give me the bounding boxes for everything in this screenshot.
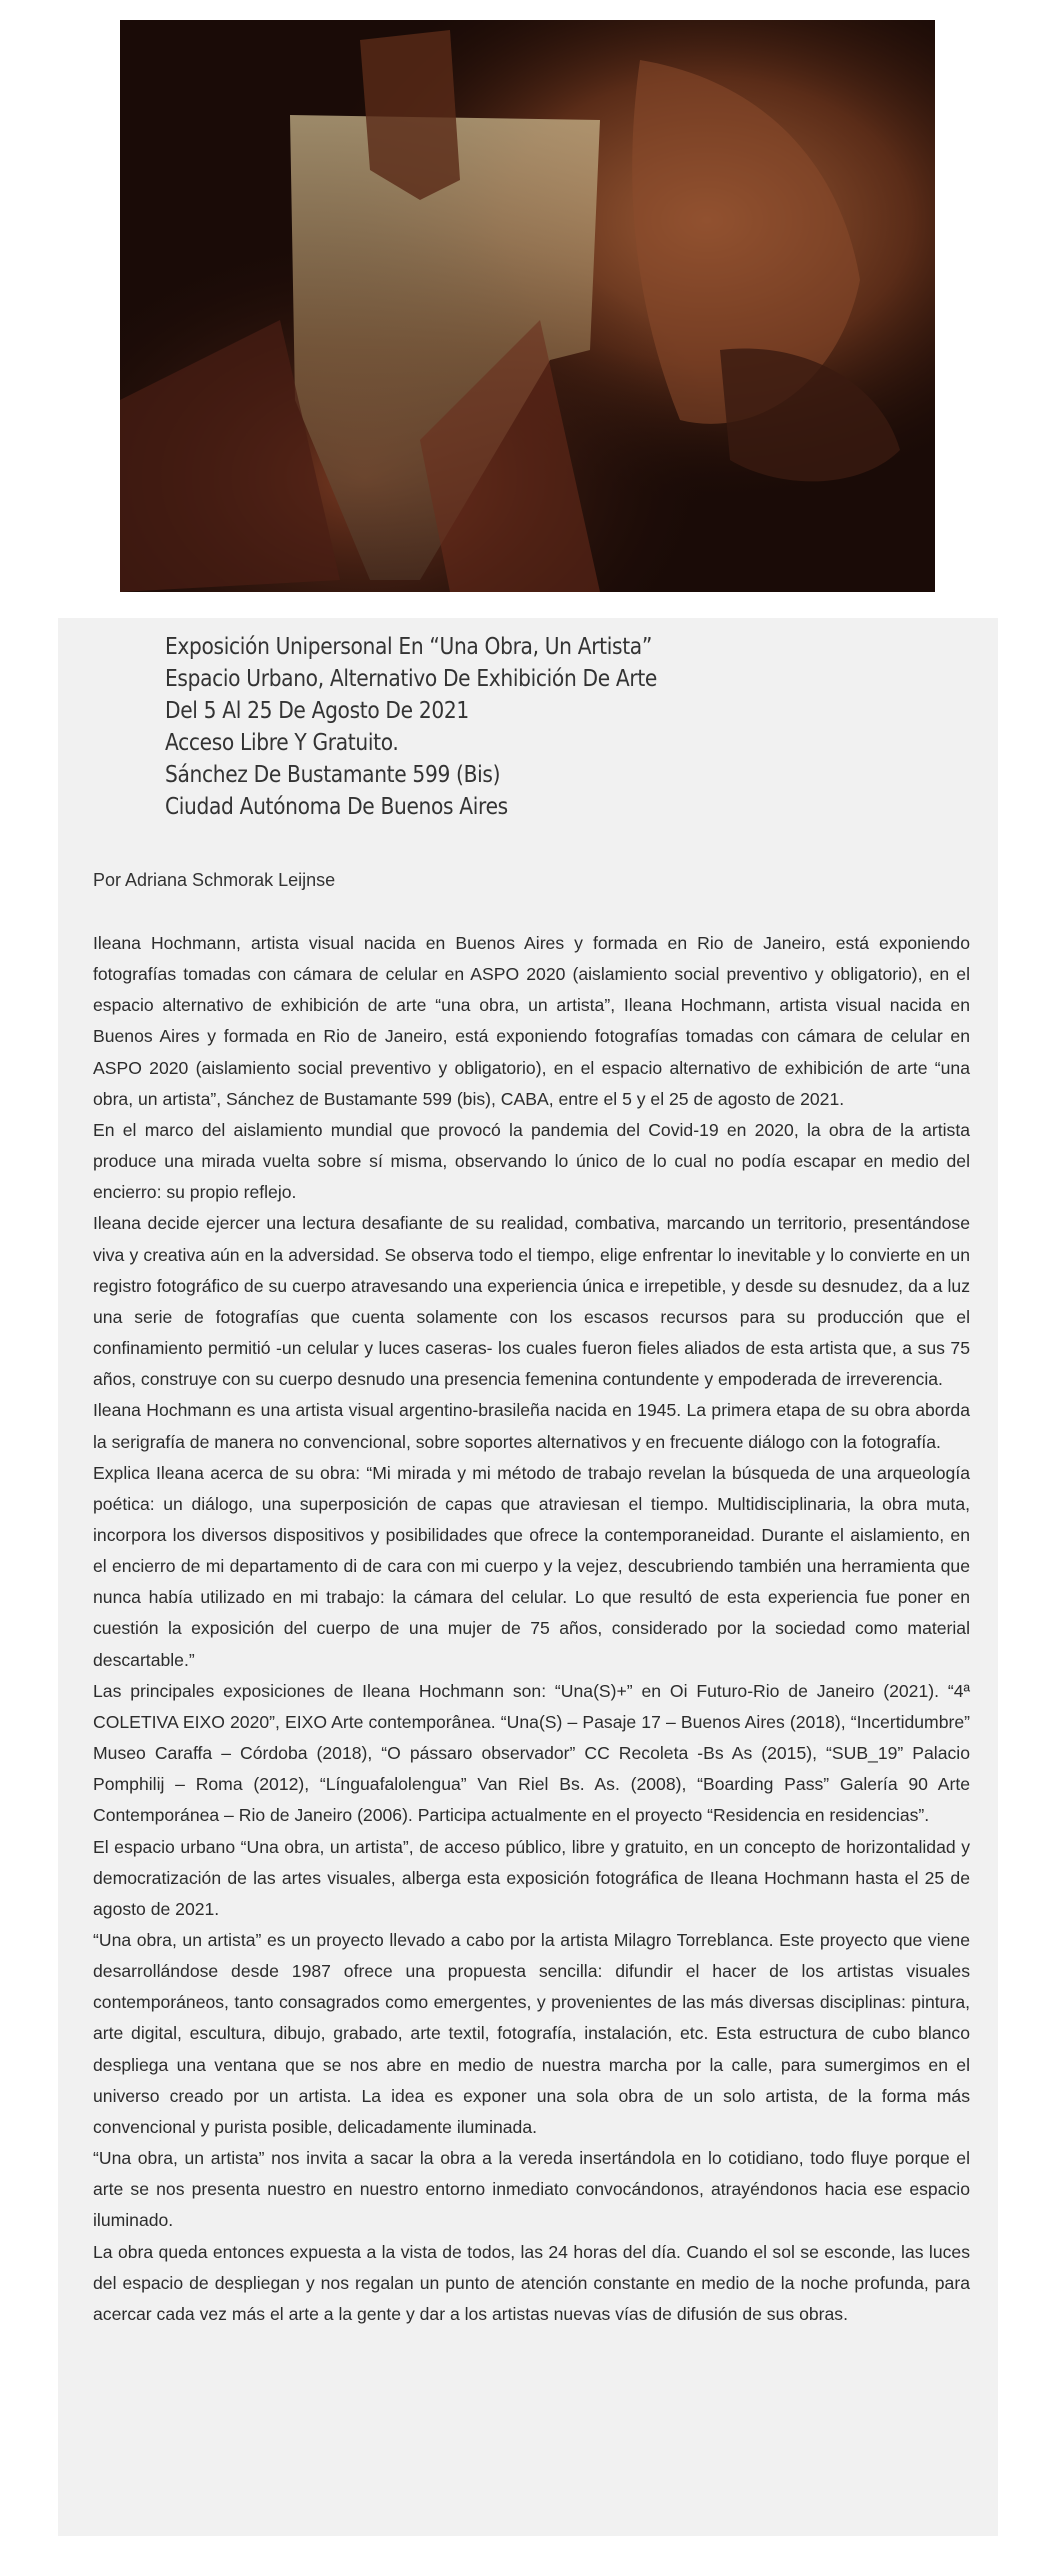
exhibition-heading [165, 630, 925, 822]
article-paragraph: El espacio urbano “Una obra, un artista”, de acceso público, libre y gratuito, en un concepto de horizontalidad y democratización de las artes visuales, alberga esta exposición fotográfica de Ileana Hochmann hasta el 25 de agosto de 2021. [93, 1836, 970, 1919]
article-paragraph: “Una obra, un artista” es un proyecto llevado a cabo por la artista Milagro Torreblanca. Este proyecto que viene desarrollándose desde 1987 ofrece una propuesta sencilla: difundir el hacer de los artistas visuales contemporáneos, tanto consagrados como emergentes, y provenientes de las más diversas disciplinas: pintura, arte digital, escultura, dibujo, grabado, arte textil, fotografía, instalación, etc. Esta estructura de cubo blanco despliega una ventana que se nos abre en medio de nuestra marcha por la calle, para sumergimos en el universo creado por un artista. La idea es exponer una sola obra de un solo artista, de la forma más convencional y purista posible, delicadamente iluminada. [93, 1930, 970, 2137]
artwork-photo [120, 20, 935, 592]
heading-line: Exposición Unipersonal En “Una Obra, Un Artista” [165, 632, 652, 660]
article-paragraph: Ileana Hochmann, artista visual nacida en Buenos Aires y formada en Rio de Janeiro, está exponiendo fotografías tomadas con cámara de celular en ASPO 2020 (aislamiento social preventivo y obligatorio), en el espacio alternativo de exhibición de arte “una obra, un artista”, Ileana Hochmann, artista visual nacida en Buenos Aires y formada en Rio de Janeiro, está exponiendo fotografías tomadas con cámara de celular en ASPO 2020 (aislamiento social preventivo y obligatorio), en el espacio alternativo de exhibición de arte “una obra, un artista”, Sánchez de Bustamante 599 (bis), CABA, entre el 5 y el 25 de agosto de 2021. [93, 933, 970, 1109]
article-paragraph: Las principales exposiciones de Ileana Hochmann son: “Una(S)+” en Oi Futuro-Rio de Janeiro (2021). “4ª COLETIVA EIXO 2020”, EIXO Arte contemporânea. “Una(S) – Pasaje 17 – Buenos Aires (2018), “Incertidumbre” Museo Caraffa – Córdoba (2018), “O pássaro observador” CC Recoleta -Bs As (2015), “SUB_19” Palacio Pomphilij – Roma (2012), “Línguafalolengua” Van Riel Bs. As. (2008), “Boarding Pass” Galería 90 Arte Contemporánea – Rio de Janeiro (2006). Participa actualmente en el proyecto “Residencia en residencias”. [93, 1680, 970, 1826]
article-body [93, 928, 970, 2330]
artwork-image [120, 20, 935, 592]
article-paragraph: Ileana decide ejercer una lectura desafiante de su realidad, combativa, marcando un territorio, presentándose viva y creativa aún en la adversidad. Se observa todo el tiempo, elige enfrentar lo inevitable y lo convierte en un registro fotográfico de su cuerpo atravesando una experiencia única e irrepetible, y desde su desnudez, da a luz una serie de fotografías que cuenta solamente con los escasos recursos para su producción que el confinamiento permitió -un celular y luces caseras- los cuales fueron fieles aliados de esta artista que, a sus 75 años, construye con su cuerpo desnudo una presencia femenina contundente y empoderada de irreverencia. [93, 1213, 970, 1390]
heading-line: Sánchez De Bustamante 599 (Bis) [165, 760, 501, 788]
article-paragraph: Explica Ileana acerca de su obra: “Mi mirada y mi método de trabajo revelan la búsqueda de una arqueología poética: un diálogo, una superposición de capas que atraviesan el tiempo. Multidisciplinaria, la obra muta, incorpora los diversos dispositivos y posibilidades que ofrece la contemporaneidad. Durante el aislamiento, en el encierro de mi departamento di de cara con mi cuerpo y la vejez, descubriendo también una herramienta que nunca había utilizado en mi trabajo: la cámara del celular. Lo que resultó de esta experiencia fue poner en cuestión la exposición del cuerpo de una mujer de 75 años, considerado por la sociedad como material descartable.” [93, 1462, 970, 1670]
heading-line: Ciudad Autónoma De Buenos Aires [165, 792, 508, 820]
article-panel [58, 618, 998, 2536]
heading-line: Espacio Urbano, Alternativo De Exhibición De Arte [165, 664, 658, 692]
article-paragraph: “Una obra, un artista” nos invita a sacar la obra a la vereda insertándola en lo cotidiano, todo fluye porque el arte se nos presenta nuestro en nuestro entorno inmediato convocándonos, atrayéndonos hacia ese espacio iluminado. [93, 2148, 970, 2231]
heading-line: Acceso Libre Y Gratuito. [165, 728, 399, 756]
author-byline: Por Adriana Schmorak Leijnse [93, 870, 336, 890]
heading-line: Del 5 Al 25 De Agosto De 2021 [165, 696, 469, 724]
article-paragraph: En el marco del aislamiento mundial que provocó la pandemia del Covid-19 en 2020, la obra de la artista produce una mirada vuelta sobre sí misma, observando lo único de lo cual no podía escapar en medio del encierro: su propio reflejo. [93, 1119, 970, 1203]
article-paragraph: Ileana Hochmann es una artista visual argentino-brasileña nacida en 1945. La primera etapa de su obra aborda la serigrafía de manera no convencional, sobre soportes alternativos y en frecuente diálogo con la fotografía. [93, 1400, 970, 1452]
article-paragraph: La obra queda entonces expuesta a la vista de todos, las 24 horas del día. Cuando el sol se esconde, las luces del espacio de despliegan y nos regalan un punto de atención constante en medio de la noche profunda, para acercar cada vez más el arte a la gente y dar a los artistas nuevas vías de difusión de sus obras. [93, 2241, 970, 2324]
